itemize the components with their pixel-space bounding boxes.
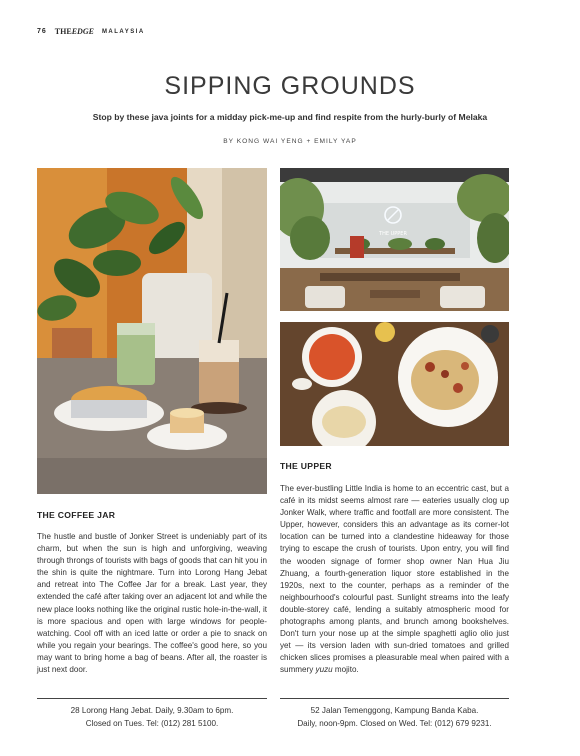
- article-byline: BY KONG WAI YENG + EMILY YAP: [223, 138, 357, 145]
- page-folio: [37, 27, 145, 36]
- magazine-region: MALAYSIA: [101, 28, 145, 35]
- article-title: SIPPING GROUNDS: [164, 72, 416, 100]
- photo-coffee-jar: [37, 168, 267, 494]
- section-heading-coffee-jar: THE COFFEE JAR: [37, 510, 116, 520]
- address-the-upper: 52 Jalan Temenggong, Kampung Banda Kaba. Daily, noon-9pm. Closed on Wed. Tel: (012) 679 9231.: [297, 706, 492, 728]
- address-divider-left: [37, 698, 267, 699]
- section-heading-the-upper: THE UPPER: [280, 461, 332, 471]
- page-number: 76: [37, 28, 47, 35]
- article-deck: Stop by these java joints for a midday pick-me-up and find respite from the hurly-burly of Melaka: [92, 112, 488, 122]
- address-coffee-jar: 28 Lorong Hang Jebat. Daily, 9.30am to 6pm. Closed on Tues. Tel: (012) 281 5100.: [70, 706, 234, 728]
- photo-the-upper-food: [280, 322, 509, 446]
- the-upper-body: The ever-bustling Little India is home to an eccentric cast, but a café in its midst seems almost rare — eateries usually clog up Jonker Walk, where traffic and footfall are more consistent. The Upper, however, considers this an advantage as its corner-lot location can be turned into a clandestine hideaway for those trying to escape the crush of tourists. Upon entry, you will find the wooden signage of former shop owner Nan Hua Jiu Zhuang, a fourth-generation liquor store established in the 1920s, next to the counter, perhaps as a reminder of the neighbourhood's colourful past. Sunlight streams into the leafy double-storey café, lending a suitably atmospheric mood for photographs among plants, and brunch among bookshelves. Don't turn your nose up at the simple spaghetti aglio olio just yet — its version laden with sun-dried tomatoes and grilled chicken slices promises a pleasurable meal when paired with a summery yuzu mojito.: [280, 484, 509, 675]
- address-divider-right: [280, 698, 509, 699]
- neon-sign-text: THE UPPER: [379, 231, 407, 237]
- coffee-jar-body: The hustle and bustle of Jonker Street is undeniably part of its charm, but when the sun is high and unforgiving, weaving through throngs of tourists with bags of goods that can hit you in the shin is quite the nightmare. Turn into Lorong Hang Jebat and retreat into The Coffee Jar for a break. Last year, they extended the café after taking over an adjacent lot and while the new place looks nothing like the original rustic hole-in-the-wall, it is more spacious and open with large windows for people-watching. Cool off with an iced latte or order a pie to snack on while you regain your bearings. The coffee's good here, so you may want to bring home a bag of beans. After all, the roaster is just next door.: [37, 532, 267, 675]
- magazine-logo: THEEDGE: [54, 27, 94, 36]
- photo-the-upper-interior: [280, 168, 509, 311]
